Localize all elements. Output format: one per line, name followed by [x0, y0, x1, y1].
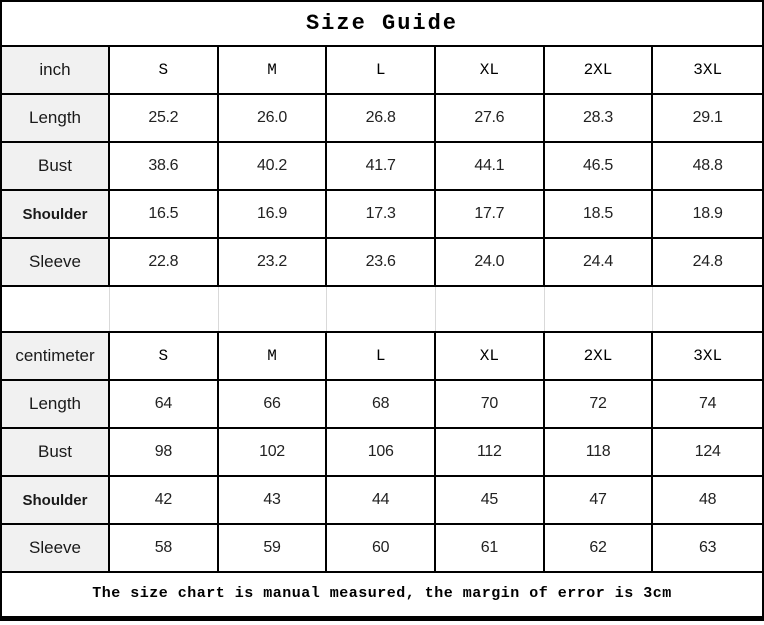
measure-row-length — [2, 381, 762, 429]
measure-row-sleeve — [2, 239, 762, 287]
value-cell: 16.5 — [110, 191, 219, 237]
value-cell: 24.0 — [436, 239, 545, 285]
unit-label: inch — [2, 47, 110, 93]
page-title: Size Guide — [2, 2, 762, 47]
value-cell: 72 — [545, 381, 654, 427]
value-cell: 24.4 — [545, 239, 654, 285]
value-cell: 58 — [110, 525, 219, 571]
value-cell: 40.2 — [219, 143, 328, 189]
size-header-row — [2, 47, 762, 95]
value-cell: 18.9 — [692, 205, 723, 222]
spacer-row — [2, 287, 762, 333]
measure-row-length — [2, 95, 762, 143]
value-cell: 70 — [436, 381, 545, 427]
value-cell: 64 — [110, 381, 219, 427]
value-cell: 43 — [219, 477, 328, 523]
footer-note: The size chart is manual measured, the margin of error is 3cm — [92, 585, 672, 602]
value-cell: 47 — [545, 477, 654, 523]
spacer-cell — [327, 287, 436, 331]
value-cell: 118 — [545, 429, 654, 475]
value-cell: 41.7 — [327, 143, 436, 189]
value-cell: 28.3 — [545, 95, 654, 141]
size-header-cell: M — [219, 47, 328, 93]
value-cell: 44 — [327, 477, 436, 523]
value-cell: 102 — [219, 429, 328, 475]
measure-row-bust — [2, 143, 762, 191]
value-cell: 25.2 — [110, 95, 219, 141]
value-cell: 26.8 — [327, 95, 436, 141]
value-cell: 29.1 — [692, 109, 723, 126]
size-header-cell: XL — [436, 47, 545, 93]
value-cell: 48 — [699, 491, 717, 508]
size-header-cell: XL — [436, 333, 545, 379]
value-cell: 23.2 — [219, 239, 328, 285]
size-header-row — [2, 333, 762, 381]
centimeter-table — [2, 333, 762, 573]
size-header-cell: L — [327, 333, 436, 379]
value-cell: 46.5 — [545, 143, 654, 189]
value-cell: 112 — [436, 429, 545, 475]
size-header-cell: S — [110, 47, 219, 93]
spacer-cell — [545, 287, 654, 331]
value-cell: 45 — [436, 477, 545, 523]
size-header-cell: 2XL — [545, 333, 654, 379]
spacer-cell — [110, 287, 219, 331]
row-label: Length — [2, 381, 110, 427]
value-cell: 16.9 — [219, 191, 328, 237]
value-cell: 106 — [327, 429, 436, 475]
value-cell: 42 — [110, 477, 219, 523]
value-cell: 17.7 — [436, 191, 545, 237]
value-cell: 44.1 — [436, 143, 545, 189]
row-label: Sleeve — [2, 525, 110, 571]
value-cell: 68 — [327, 381, 436, 427]
value-cell: 24.8 — [692, 253, 723, 270]
measure-row-shoulder — [2, 191, 762, 239]
measure-row-bust — [2, 429, 762, 477]
value-cell: 74 — [699, 395, 717, 412]
size-header-cell: 3XL — [693, 347, 723, 365]
value-cell: 124 — [694, 443, 721, 460]
value-cell: 63 — [699, 539, 717, 556]
row-label: Shoulder — [2, 477, 110, 523]
size-header-cell: 3XL — [693, 61, 723, 79]
value-cell: 98 — [110, 429, 219, 475]
row-label: Sleeve — [2, 239, 110, 285]
size-header-cell: M — [219, 333, 328, 379]
measure-row-shoulder — [2, 477, 762, 525]
size-header-cell: S — [110, 333, 219, 379]
measure-row-sleeve — [2, 525, 762, 573]
value-cell: 17.3 — [327, 191, 436, 237]
value-cell: 27.6 — [436, 95, 545, 141]
row-label: Length — [2, 95, 110, 141]
value-cell: 60 — [327, 525, 436, 571]
size-header-cell: L — [327, 47, 436, 93]
value-cell: 18.5 — [545, 191, 654, 237]
spacer-cell — [219, 287, 328, 331]
value-cell: 61 — [436, 525, 545, 571]
size-header-cell: 2XL — [545, 47, 654, 93]
inch-table — [2, 47, 762, 287]
value-cell: 38.6 — [110, 143, 219, 189]
spacer-cell — [436, 287, 545, 331]
spacer-cell — [2, 287, 110, 331]
value-cell: 22.8 — [110, 239, 219, 285]
row-label: Shoulder — [2, 191, 110, 237]
unit-label: centimeter — [2, 333, 110, 379]
row-label: Bust — [2, 143, 110, 189]
value-cell: 62 — [545, 525, 654, 571]
value-cell: 26.0 — [219, 95, 328, 141]
spacer-cell — [653, 287, 762, 331]
value-cell: 66 — [219, 381, 328, 427]
row-label: Bust — [2, 429, 110, 475]
value-cell: 59 — [219, 525, 328, 571]
value-cell: 48.8 — [692, 157, 723, 174]
value-cell: 23.6 — [327, 239, 436, 285]
